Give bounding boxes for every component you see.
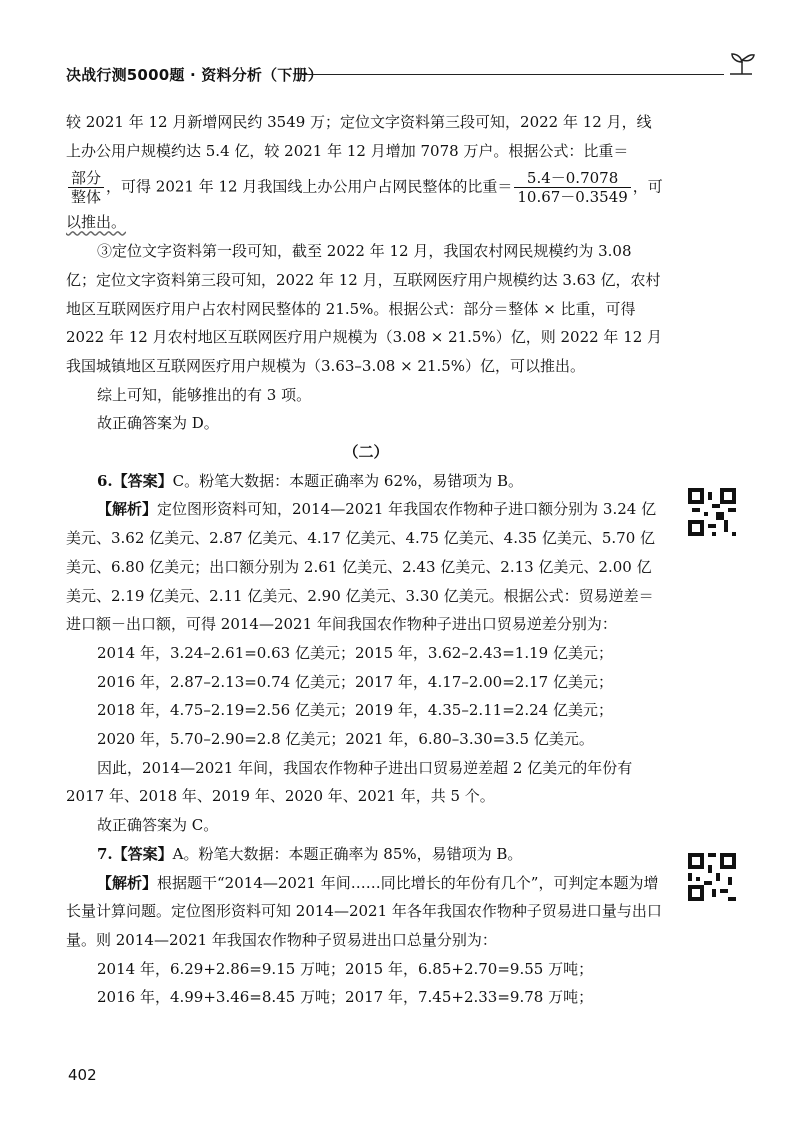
- running-header: [66, 62, 756, 92]
- calc-line: 2016 年，4.99+3.46=8.45 万吨；2017 年，7.45+2.33=9.78 万吨；: [97, 988, 594, 1007]
- calc-line: 2014 年，6.29+2.86=9.15 万吨；2015 年，6.85+2.70=9.55 万吨；: [97, 959, 594, 978]
- qr-code-icon[interactable]: [688, 853, 736, 901]
- page-number: 402: [68, 1066, 97, 1084]
- answer-line: 故正确答案为 D。: [97, 414, 219, 433]
- calc-line: 2016 年，2.87–2.13=0.74 亿美元；2017 年，4.17–2.00=2.17 亿美元；: [97, 672, 613, 691]
- paragraph-fraction: $\frac{\text{部分}}{\text{整体}}$ ，可得 2021 年 12 月我国线上办公用户占网民整体的比重＝ $\frac{5.4-0.7078}{10.67-0.3549}$ ，可: [66, 169, 666, 206]
- fraction-part-whole: $\frac{\text{部分}}{\text{整体}}$: [68, 169, 104, 206]
- sprout-icon: [726, 48, 758, 80]
- paragraph: 较 2021 年 12 月新增网民约 3549 万；定位文字资料第三段可知，2022 年 12 月，线上办公用户规模约达 5.4 亿，较 2021 年 12 月增加 7078 万户。根据公式：比重＝: [66, 113, 652, 160]
- answer-line: 故正确答案为 C。: [97, 816, 219, 835]
- calc-line: 2014 年，3.24–2.61=0.63 亿美元；2015 年，3.62–2.43=1.19 亿美元；: [97, 643, 613, 662]
- calc-line: 2018 年，4.75–2.19=2.56 亿美元；2019 年，4.35–2.11=2.24 亿美元；: [97, 701, 613, 720]
- q7-analysis: 【解析】根据题干“2014—2021 年间……同比增长的年份有几个”，可判定本题为增长量计算问题。定位图形资料可知 2014—2021 年各年我国农作物种子贸易进口量与出口量。则 2014—2021 年我国农作物种子贸易进出口总量分别为：: [66, 873, 662, 949]
- summary-line: 综上可知，能够推出的有 3 项。: [97, 385, 312, 404]
- paragraph: ③定位文字资料第一段可知，截至 2022 年 12 月，我国农村网民规模约为 3.08 亿；定位文字资料第三段可知，2022 年 12 月，互联网医疗用户规模约达 3.63 亿，农村地区互联网医疗用户占农村网民整体的 21.5%。根据公式：部分＝整体 × 比重，可得 2022 年 12 月农村地区互联网医疗用户规模为（3.08 × 21.5%）亿，则 2022 年 12 月我国城镇地区互联网医疗用户规模为（3.63–3.08 × 21.5%）亿，可以推出。: [66, 242, 663, 375]
- fraction-ratio: $\frac{5.4-0.7078}{10.67-0.3549}$: [514, 169, 630, 206]
- conclusion: 因此，2014—2021 年间，我国农作物种子进出口贸易逆差超 2 亿美元的年份有 2017 年、2018 年、2019 年、2020 年、2021 年，共 5 个。: [66, 758, 633, 806]
- q7-answer: 7.【答案】A。粉笔大数据：本题正确率为 85%，易错项为 B。: [97, 844, 523, 863]
- q6-analysis: 【解析】定位图形资料可知，2014—2021 年我国农作物种子进口额分别为 3.24 亿美元、3.62 亿美元、2.87 亿美元、4.17 亿美元、4.75 亿美元、4.35 亿美元、5.70 亿美元、6.80 亿美元；出口额分别为 2.61 亿美元、2.43 亿美元、2.13 亿美元、2.00 亿美元、2.19 亿美元、2.11 亿美元、2.90 亿美元、3.30 亿美元。根据公式：贸易逆差＝进口额－出口额，可得 2014—2021 年间我国农作物种子进出口贸易逆差分别为：: [66, 500, 657, 634]
- book-title: 决战行测5000题 · 资料分析（下册）: [66, 66, 323, 84]
- calc-line: 2020 年，5.70–2.90=2.8 亿美元；2021 年，6.80–3.30=3.5 亿美元。: [97, 730, 594, 749]
- q6-answer: 6.【答案】C。粉笔大数据：本题正确率为 62%，易错项为 B。: [97, 471, 524, 490]
- qr-code-icon[interactable]: [688, 488, 736, 536]
- paragraph: 以推出。: [66, 213, 127, 232]
- header-rule: [302, 74, 724, 75]
- answer-text: [66, 108, 666, 1012]
- section-heading: （二）: [343, 443, 389, 462]
